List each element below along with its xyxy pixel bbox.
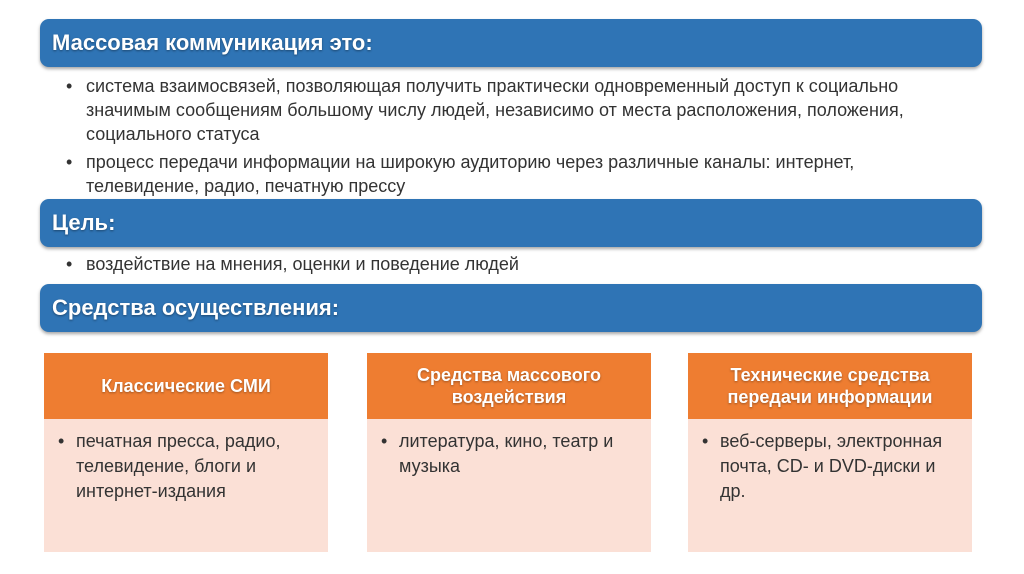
section-title: Средства осуществления: (52, 295, 340, 320)
column-heading: Классические СМИ (44, 353, 328, 419)
column-heading: Технические средства передачи информации (688, 353, 972, 419)
column-mass-influence (367, 353, 651, 552)
bullet-icon: • (381, 431, 388, 451)
column-body (44, 419, 328, 552)
section-title: Массовая коммуникация это: (52, 30, 373, 55)
section-title: Цель: (52, 210, 116, 235)
section-header-goal (40, 199, 982, 247)
column-body (367, 419, 651, 552)
column-classic-media (44, 353, 328, 552)
definition-list (66, 74, 946, 202)
bullet-icon: • (66, 152, 73, 172)
bullet-icon: • (66, 254, 73, 274)
list-item: • воздействие на мнения, оценки и поведение людей (66, 254, 519, 274)
bullet-icon: • (66, 76, 73, 96)
section-header-means (40, 284, 982, 332)
column-heading: Средства массового воздействия (367, 353, 651, 419)
list-item: • процесс передачи информации на широкую аудиторию через различные каналы: интернет, телевидение, радио, печатную прессу (66, 152, 855, 196)
list-item: • литература, кино, театр и музыка (381, 431, 614, 476)
list-item: • печатная пресса, радио, телевидение, блоги и интернет-издания (58, 431, 281, 501)
bullet-icon: • (58, 431, 65, 451)
bullet-icon: • (702, 431, 709, 451)
goal-list (66, 252, 946, 280)
column-body (688, 419, 972, 552)
section-header-mass-communication (40, 19, 982, 67)
list-item: • система взаимосвязей, позволяющая получить практически одновременный доступ к социально значимым сообщениям большому числу людей, независимо от места расположения, положения, социального статуса (66, 76, 904, 144)
column-technical-means (688, 353, 972, 552)
list-item: • веб-серверы, электронная почта, CD- и DVD-диски и др. (702, 431, 943, 501)
